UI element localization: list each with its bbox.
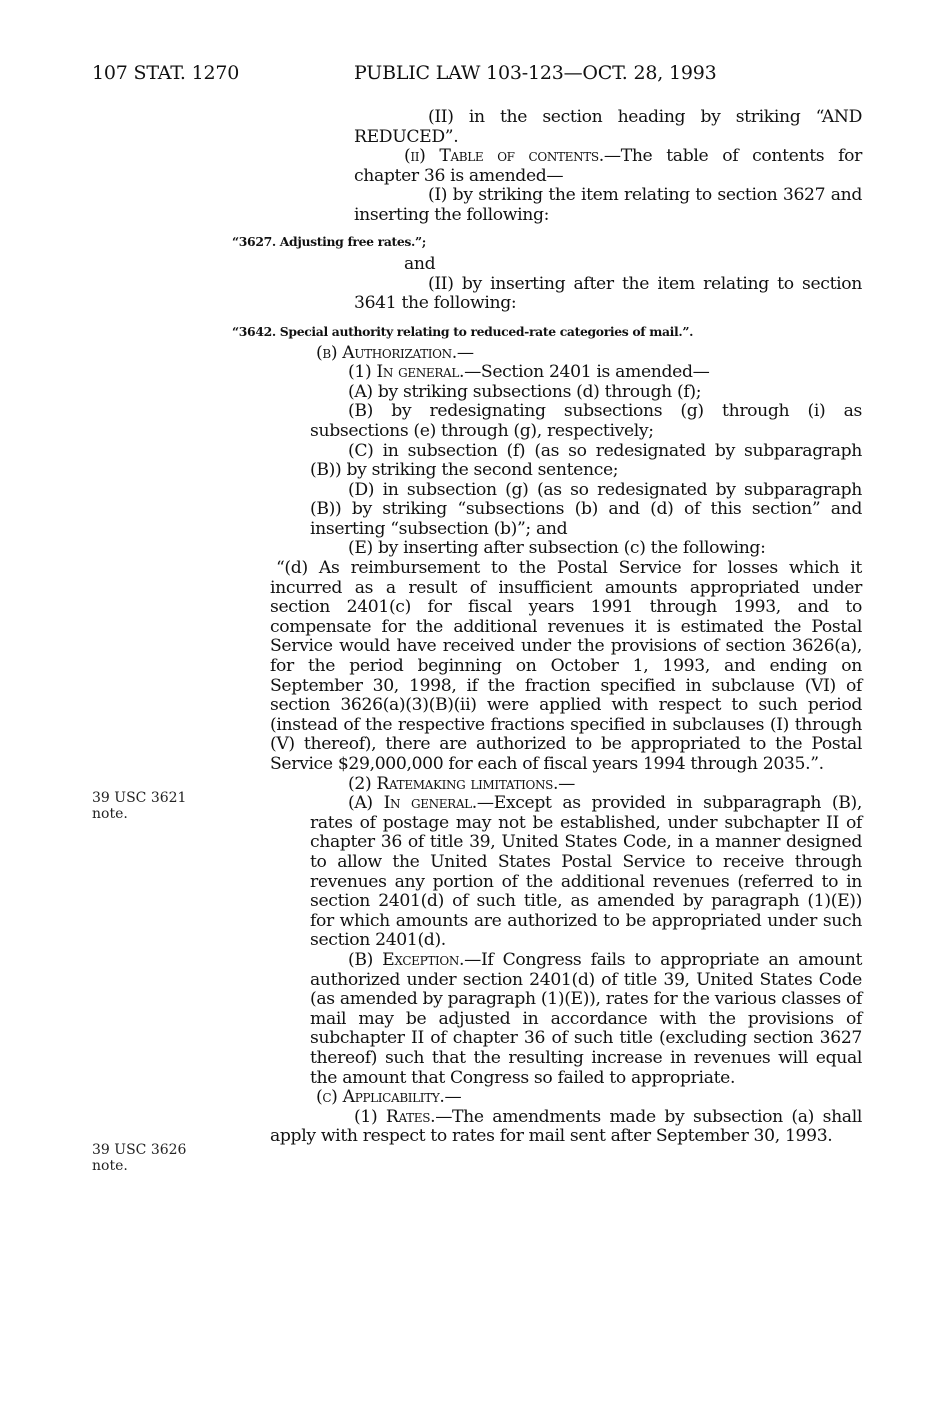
statute-text [232, 107, 863, 1147]
subsection-heading: (c) Applicability. [316, 1087, 445, 1108]
subclause-heading-strike: (II) in the section heading by striking “AND REDUCED”. [354, 107, 862, 147]
clause-table-of-contents [270, 147, 862, 186]
subparagraph-text: —Except as provided in subparagraph (B), rates of postage may not be established, under subchapter II of chapter 36 of title 39, United States Code, in a manner designed to allow the United States Postal Service to receive through revenues any portion of the additional revenues (referred to in section 2401(d) of such title, as amended by paragraph (1)(E)) for which amounts are authorized to be appropriated under such section 2401(d). [310, 793, 863, 951]
page-running-head: PUBLIC LAW 103-123—OCT. 28, 1993 [354, 62, 717, 84]
paragraph-heading: (2) Ratemaking limitations. [348, 773, 559, 794]
subparagraph-heading: (A) In general. [348, 793, 477, 814]
heading-dash: — [558, 773, 575, 794]
paragraph-1-general [270, 363, 862, 383]
subparagraph-a-general [270, 794, 862, 951]
subparagraph-b-exception [270, 951, 862, 1088]
subparagraph-text: —If Congress fails to appropriate an amount authorized under section 2401(d) of title 39, United States Code (as amended by paragraph (1)(E)), rates for the various classes of mail may be adjusted in accordance with the provisions of subchapter II of chapter 36 of such title (excluding section 3627 thereof) such that the resulting increase in revenues will equal the amount that Congress so failed to appropriate. [310, 949, 862, 1088]
margin-note-citation: 39 USC 3621 [92, 790, 187, 806]
paragraph-text: —Section 2401 is amended— [464, 362, 710, 383]
heading-dash: — [444, 1087, 462, 1108]
clause-text: —The table of contents for chapter 36 is amended— [354, 146, 862, 186]
toc-entry-3627: “3627. Adjusting free rates.”; [232, 233, 426, 249]
subparagraph-c: (C) in subsection (f) (as so redesignated by subparagraph (B)) by striking the second sentence; [310, 440, 862, 481]
toc-entry-3642: “3642. Special authority relating to reduced-rate categories of mail.”. [232, 323, 694, 339]
paragraph-heading: (1) In general. [348, 362, 465, 383]
paragraph-1-rates [270, 1108, 862, 1147]
clause-heading: (ii) Table of contents. [404, 146, 604, 167]
margin-note-usc-3621 [92, 790, 186, 822]
subsection-b-heading [270, 344, 862, 364]
margin-note-label: note. [92, 806, 128, 822]
subparagraph-b: (B) by redesignating subsections (g) through (i) as subsections (e) through (g), respectively; [310, 401, 862, 441]
quoted-subsection-d: “(d) As reimbursement to the Postal Service for losses which it incurred as a result of insufficient amounts appropriated under section 2401(c) for fiscal years 1991 through 1993, and to compensate for the additional revenues it is estimated the Postal Service would have received under the provisions of section 3626(a), for the period beginning on October 1, 1993, and ending on September 30, 1998, if the fraction specified in subclause (VI) of section 3626(a)(3)(B)(ii) were applied with respect to such period (instead of the respective fractions specified in subclauses (I) through (V) thereof), there are authorized to be appropriated to the Postal Service $29,000,000 for each of fiscal years 1994 through 2035.”. [270, 558, 862, 774]
subsection-c-heading [270, 1088, 862, 1108]
subparagraph-a: (A) by striking subsections (d) through (f); [348, 381, 702, 402]
connector-and: and [404, 254, 436, 275]
paragraph-heading: (1) Rates. [354, 1106, 436, 1127]
subparagraph-heading: (B) Exception. [348, 949, 465, 970]
paragraph-text: —The amendments made by subsection (a) shall apply with respect to rates for mail sent after September 30, 1993. [270, 1106, 862, 1147]
margin-note-citation: 39 USC 3626 [92, 1142, 187, 1158]
subclause-strike-item: (I) by striking the item relating to section 3627 and inserting the following: [354, 185, 862, 225]
margin-note-label: note. [92, 1158, 128, 1174]
subparagraph-e: (E) by inserting after subsection (c) the following: [348, 538, 766, 559]
heading-dash: — [456, 342, 474, 363]
page-stat-citation: 107 STAT. 1270 [92, 62, 240, 84]
margin-note-usc-3626 [92, 1142, 186, 1174]
subparagraph-d: (D) in subsection (g) (as so redesignated by subparagraph (B)) by striking “subsections (b) and (d) of this section” and inserting “subsection (b)”; and [310, 479, 862, 539]
paragraph-2-ratemaking [270, 775, 862, 795]
subsection-heading: (b) Authorization. [316, 342, 457, 363]
subclause-insert-item: (II) by inserting after the item relating to section 3641 the following: [354, 273, 862, 314]
